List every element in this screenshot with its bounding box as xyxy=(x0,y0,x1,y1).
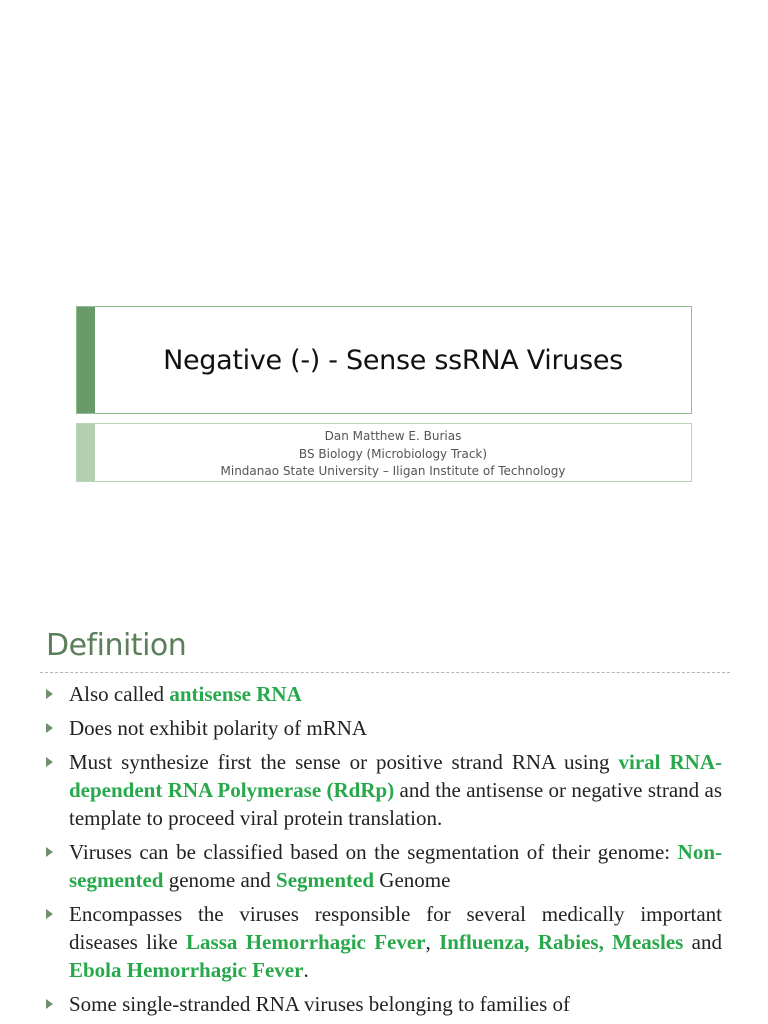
school-name: Mindanao State University – Iligan Institute of Technology xyxy=(220,464,566,478)
bullet-item: Some single-stranded RNA viruses belonging to families of xyxy=(46,990,722,1018)
slide-title: Negative (-) - Sense ssRNA Viruses xyxy=(163,344,623,376)
highlight-term: Segmented xyxy=(276,868,375,892)
bullet-arrow-icon xyxy=(46,999,53,1009)
highlight-term: antisense RNA xyxy=(169,682,302,706)
highlight-term: Non-segmented xyxy=(69,840,722,892)
author-name: Dan Matthew E. Burias xyxy=(324,429,462,443)
program-name: BS Biology (Microbiology Track) xyxy=(298,446,488,461)
bullet-arrow-icon xyxy=(46,847,53,857)
highlight-term: Lassa Hemorrhagic Fever xyxy=(186,930,426,954)
definition-slide xyxy=(0,600,768,1024)
title-box xyxy=(76,306,692,414)
definition-heading: Definition xyxy=(46,628,187,663)
bullet-arrow-icon xyxy=(46,723,53,733)
definition-list xyxy=(46,680,722,1024)
bullet-arrow-icon xyxy=(46,689,53,699)
subtitle-accent-bar xyxy=(77,424,95,481)
bullet-item: Must synthesize first the sense or positive strand RNA using viral RNA-dependent RNA Polymerase (RdRp) and the antisense or negative strand as template to proceed viral protein translation. xyxy=(46,748,722,832)
bullet-arrow-icon xyxy=(46,909,53,919)
bullet-item: Encompasses the viruses responsible for several medically important diseases like Lassa Hemorrhagic Fever, Influenza, Rabies, Measles and Ebola Hemorrhagic Fever. xyxy=(46,900,722,984)
subtitle-box xyxy=(76,423,692,482)
heading-divider xyxy=(40,672,730,673)
bullet-item: Viruses can be classified based on the segmentation of their genome: Non-segmented genome and Segmented Genome xyxy=(46,838,722,894)
highlight-term: Ebola Hemorrhagic Fever xyxy=(69,958,304,982)
title-accent-bar xyxy=(77,307,95,413)
highlight-term: Influenza, Rabies, Measles xyxy=(439,930,684,954)
bullet-item: Does not exhibit polarity of mRNA xyxy=(46,714,722,742)
bullet-arrow-icon xyxy=(46,757,53,767)
highlight-term: viral RNA-dependent RNA Polymerase (RdRp) xyxy=(69,750,723,802)
bullet-item: Also called antisense RNA xyxy=(46,680,722,708)
